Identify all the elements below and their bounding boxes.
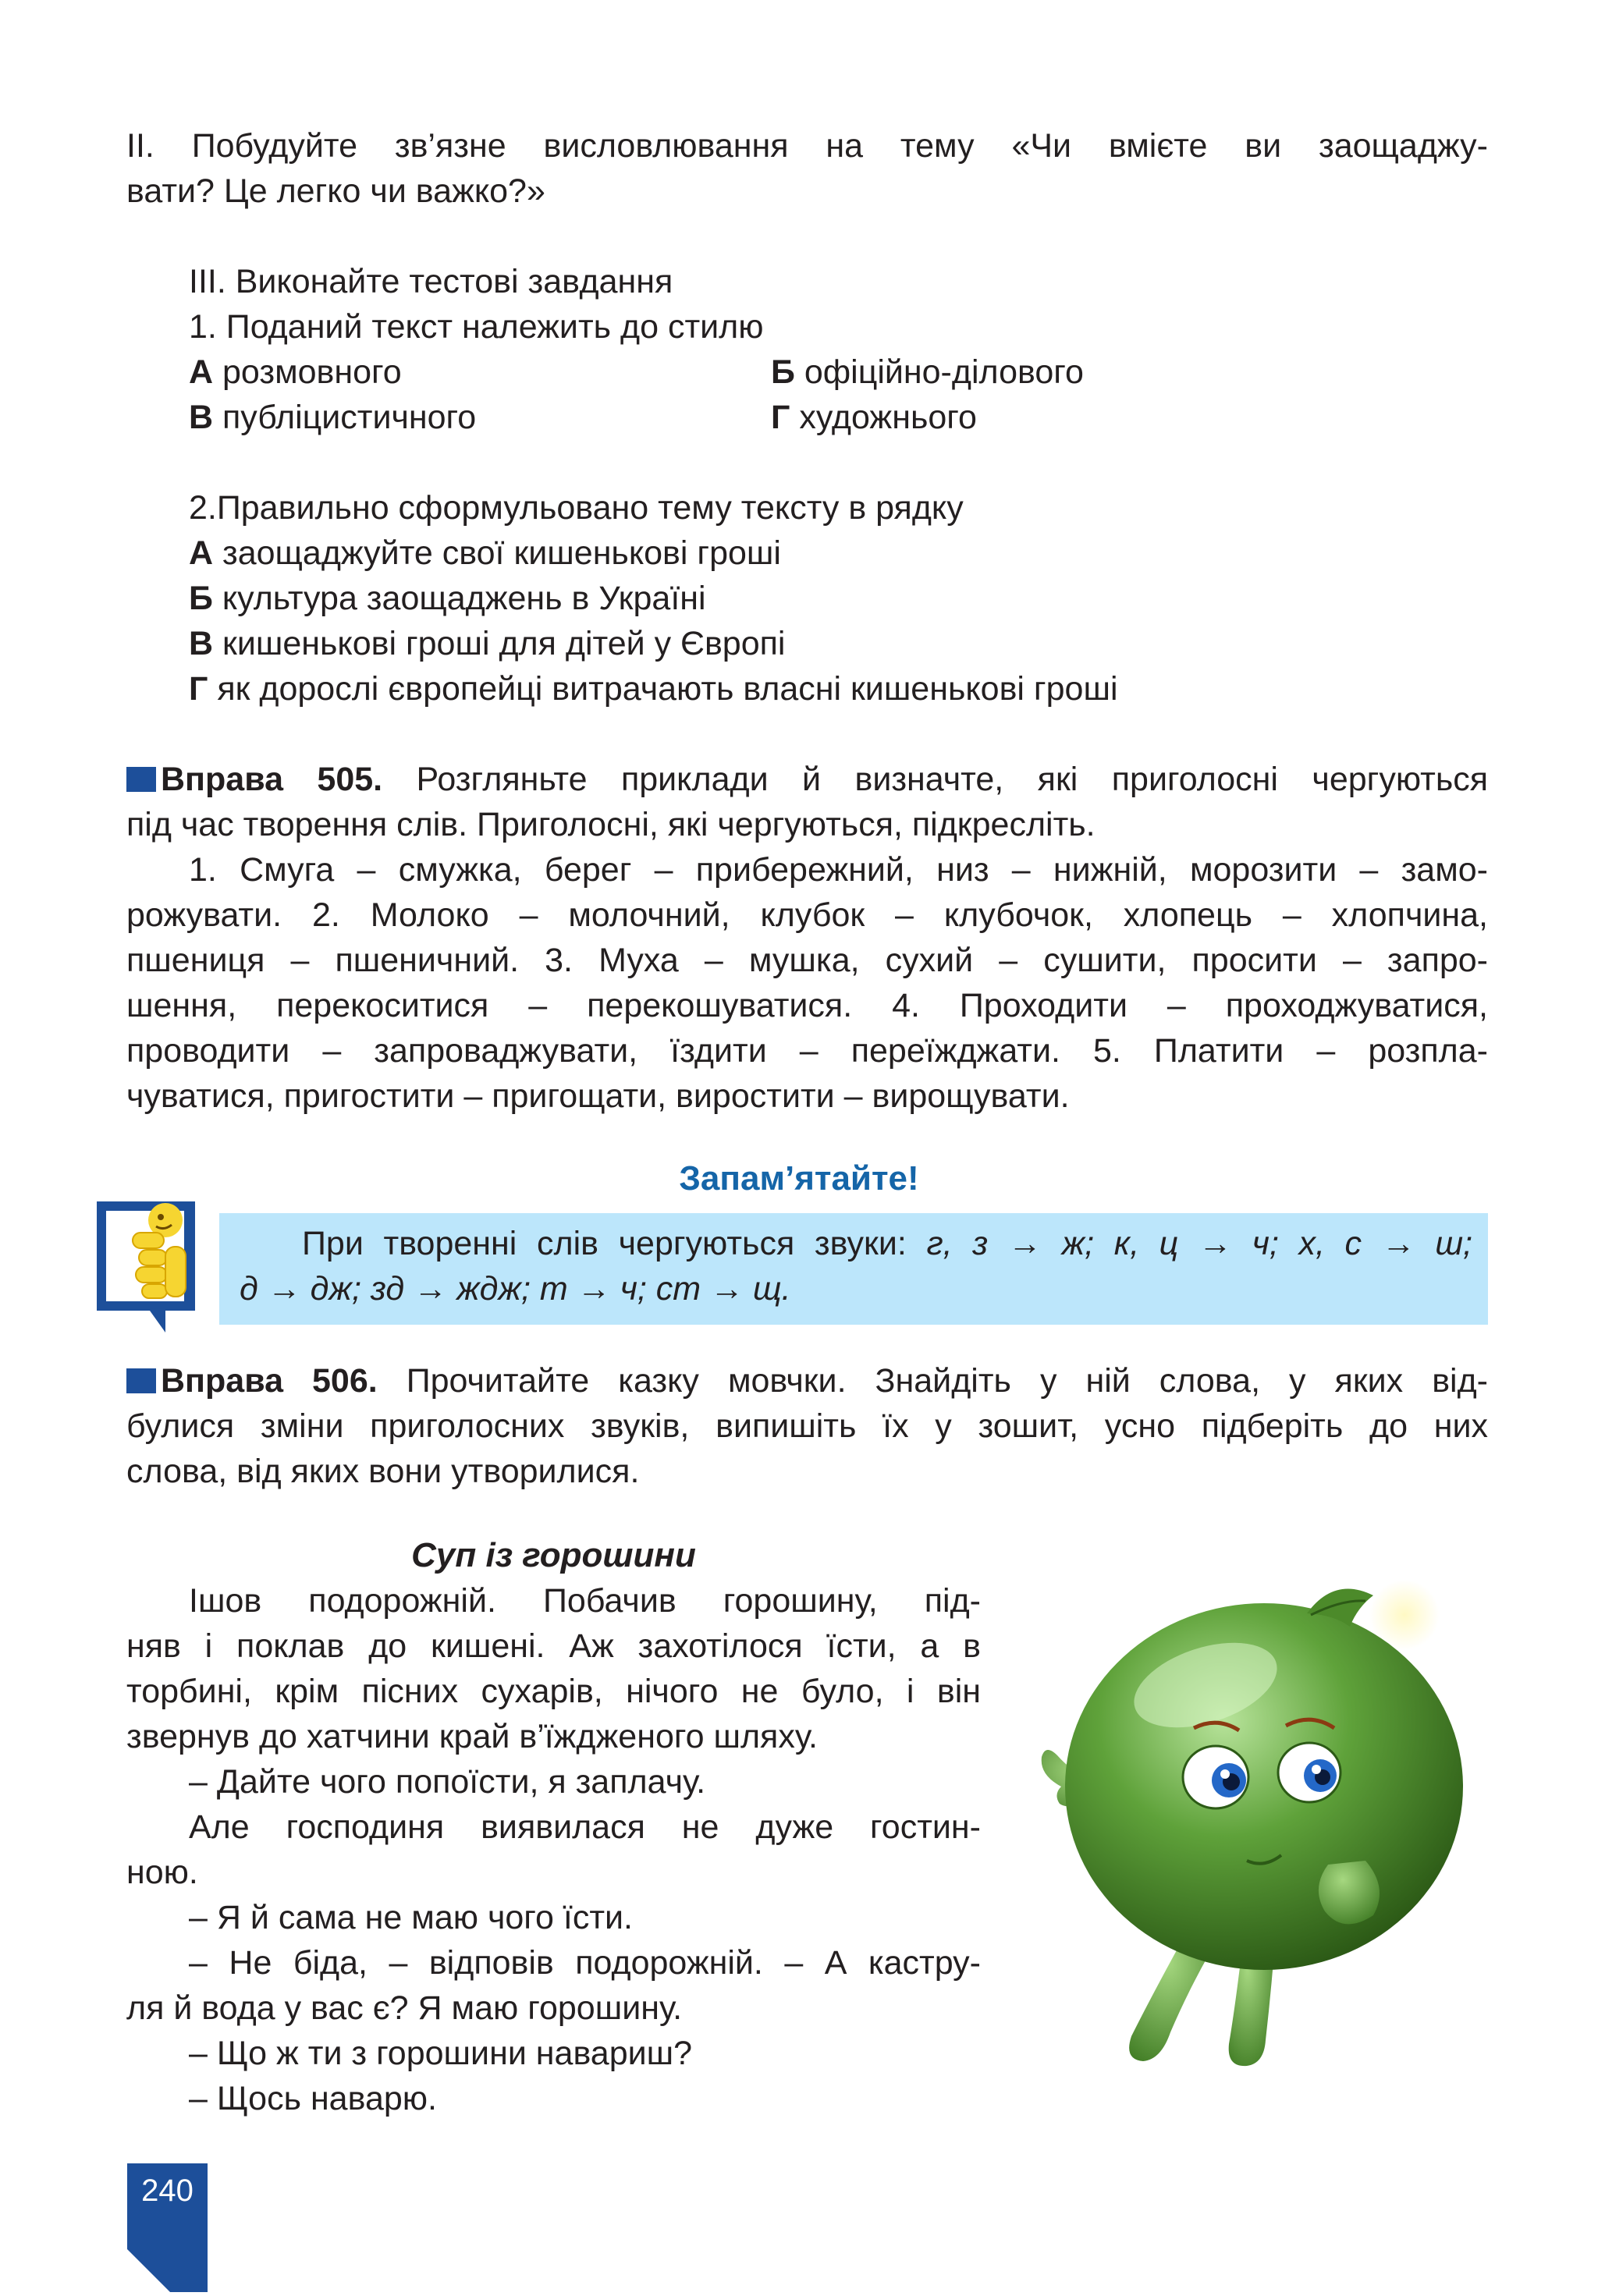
remember-hand-icon bbox=[95, 1201, 198, 1334]
story-title: Суп із горошини bbox=[411, 1536, 696, 1574]
rule-line1: При творенні слів чергуються звуки: г, з → ж; к, ц → ч; х, с → ш; bbox=[302, 1225, 1473, 1262]
story-line: ля й вода у вас є? Я маю горошину. bbox=[126, 1989, 683, 2027]
q2-option-a: А заощаджуйте свої кишенькові гроші bbox=[189, 534, 781, 572]
q1-option-g: Г художнього bbox=[771, 399, 977, 436]
task2-line1: II. Побудуйте зв’язне висловлювання на тему «Чи вмієте ви заощаджу- bbox=[126, 127, 1488, 165]
ex505-line: чуватися, пригостити – пригощати, виростити – вирощувати. bbox=[126, 1077, 1070, 1115]
ex506-label: Вправа 506. bbox=[161, 1362, 378, 1400]
rule-line2: д → дж; зд → ждж; т → ч; ст → щ. bbox=[240, 1270, 791, 1308]
ex506-instruction-line2: булися зміни приголосних звуків, випишіть їх у зошит, усно підберіть до них bbox=[126, 1407, 1488, 1445]
story-text bbox=[126, 1578, 981, 2121]
q2-option-g: Г як дорослі європейці витрачають власні кишенькові гроші bbox=[189, 670, 1118, 708]
ex505-instruction-line1: Вправа 505. Розгляньте приклади й визначте, які приголосні чергуються bbox=[126, 757, 1488, 802]
task3-heading: III. Виконайте тестові завдання bbox=[189, 263, 673, 300]
ex505-label: Вправа 505. bbox=[161, 761, 383, 798]
pea-character-illustration bbox=[1038, 1553, 1506, 2083]
story-line: ною. bbox=[126, 1854, 198, 1891]
story-line: – Щось наварю. bbox=[189, 2080, 437, 2117]
story-line: звернув до хатчини край в’їждженого шляху. bbox=[126, 1718, 818, 1755]
q2-question: 2.Правильно сформульовано тему тексту в рядку bbox=[189, 489, 964, 527]
q1-question: 1. Поданий текст належить до стилю bbox=[189, 308, 764, 346]
ex505-line: шення, перекоситися – перекошуватися. 4. Проходити – проходжуватися, bbox=[126, 987, 1488, 1024]
ex505-line: пшениця – пшеничний. 3. Муха – мушка, сухий – сушити, просити – запро- bbox=[126, 942, 1488, 979]
story-line: – Не біда, – відповів подорожній. – А кастру- bbox=[189, 1944, 981, 1982]
ex505-line: проводити – запроваджувати, їздити – переїжджати. 5. Платити – розпла- bbox=[126, 1032, 1488, 1070]
rule-text bbox=[240, 1221, 1472, 1311]
q2-option-b: Б культура заощаджень в Україні bbox=[189, 580, 706, 617]
q1-option-v: В публіцистичного bbox=[189, 399, 477, 436]
ex505-line: рожувати. 2. Молоко – молочний, клубок – клубочок, хлопець – хлопчина, bbox=[126, 896, 1488, 934]
ex505-line: 1. Смуга – смужка, берег – прибережний, низ – нижній, морозити – замо- bbox=[189, 851, 1488, 889]
story-line: Ішов подорожній. Побачив горошину, під- bbox=[189, 1582, 981, 1620]
remember-title: Запам’ятайте! bbox=[679, 1159, 919, 1198]
q2-option-v: В кишенькові гроші для дітей у Європі bbox=[189, 625, 786, 662]
q1-option-b: Б офіційно-ділового bbox=[771, 353, 1084, 391]
ex505-instruction-line2: під час творення слів. Приголосні, які чергуються, підкресліть. bbox=[126, 806, 1096, 843]
q1-option-a: А розмовного bbox=[189, 353, 402, 391]
exercise-square-icon bbox=[126, 767, 156, 792]
task2-line2: вати? Це легко чи важко?» bbox=[126, 172, 545, 210]
ex506-instruction-line1: Вправа 506. Прочитайте казку мовчки. Знайдіть у ній слова, у яких від- bbox=[126, 1358, 1488, 1404]
story-line: няв і поклав до кишені. Аж захотілося їсти, а в bbox=[126, 1627, 981, 1665]
ex506-instruction-line3: слова, від яких вони утворилися. bbox=[126, 1453, 640, 1490]
story-line: – Я й сама не маю чого їсти. bbox=[189, 1899, 633, 1936]
story-line: Але господиня виявилася не дуже гостин- bbox=[189, 1808, 981, 1846]
story-line: – Дайте чого попоїсти, я заплачу. bbox=[189, 1763, 706, 1801]
story-line: – Що ж ти з горошини навариш? bbox=[189, 2035, 693, 2072]
story-line: торбині, крім пісних сухарів, нічого не було, і він bbox=[126, 1673, 981, 1710]
rule-box bbox=[219, 1213, 1488, 1325]
exercise-square-icon bbox=[126, 1368, 156, 1393]
page-number: 240 bbox=[141, 2174, 194, 2208]
